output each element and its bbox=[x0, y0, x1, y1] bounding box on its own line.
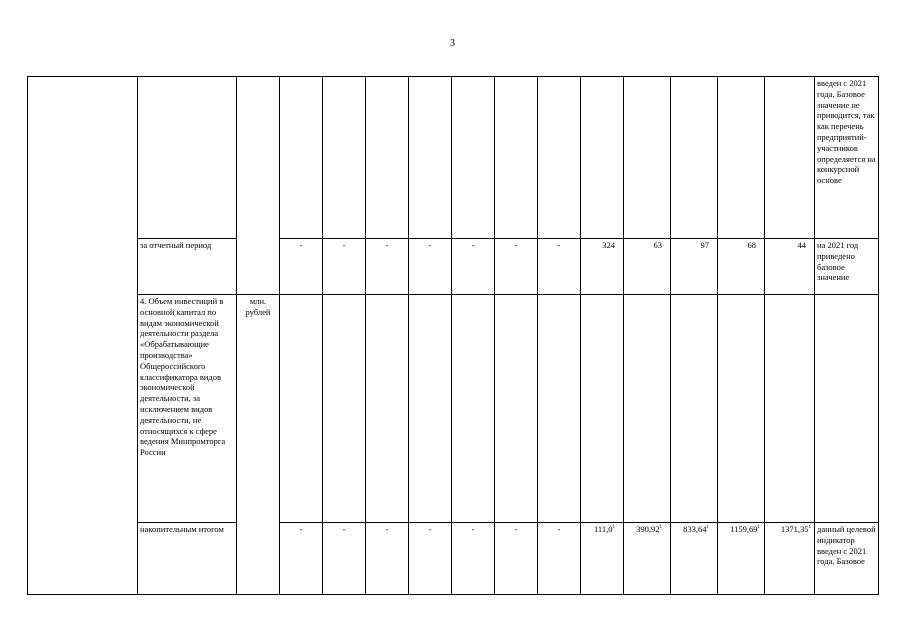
value-cell: - bbox=[323, 239, 366, 295]
value-cell: - bbox=[409, 523, 452, 595]
cell-value: 833,64 bbox=[683, 524, 707, 534]
indicator-cell: накопительным итогом bbox=[138, 523, 237, 595]
value-cell: - bbox=[495, 523, 538, 595]
indicator-cell bbox=[138, 77, 237, 239]
value-cell: - bbox=[452, 523, 495, 595]
value-cell bbox=[624, 523, 671, 595]
value-cell bbox=[409, 77, 452, 239]
value-cell bbox=[323, 295, 366, 523]
value-cell: - bbox=[280, 239, 323, 295]
value-cell: - bbox=[538, 523, 581, 595]
value-cell bbox=[280, 77, 323, 239]
section-cell bbox=[28, 77, 138, 595]
value-cell bbox=[452, 295, 495, 523]
value-cell: - bbox=[452, 239, 495, 295]
value-cell bbox=[409, 295, 452, 523]
value-cell bbox=[765, 295, 815, 523]
value-cell: 63 bbox=[624, 239, 671, 295]
indicators-table bbox=[27, 76, 879, 595]
value-cell bbox=[538, 295, 581, 523]
value-cell bbox=[765, 523, 815, 595]
value-cell bbox=[581, 523, 624, 595]
value-cell bbox=[323, 77, 366, 239]
value-cell: 44 bbox=[765, 239, 815, 295]
value-cell bbox=[538, 77, 581, 239]
value-cell bbox=[280, 295, 323, 523]
footnote-mark: 1 bbox=[659, 525, 662, 531]
cell-value: 1159,69 bbox=[730, 524, 758, 534]
footnote-mark: 1 bbox=[757, 525, 760, 531]
value-cell bbox=[624, 295, 671, 523]
unit-cell bbox=[237, 523, 280, 595]
unit-cell: млн. рублей bbox=[237, 295, 280, 523]
value-cell bbox=[718, 77, 765, 239]
note-cell bbox=[815, 295, 879, 523]
value-cell bbox=[671, 523, 718, 595]
value-cell bbox=[581, 77, 624, 239]
value-cell: - bbox=[538, 239, 581, 295]
table-row bbox=[28, 523, 879, 595]
indicator-cell: 4. Объем инвестиций в основной капитал по видам экономической деятельности раздела «Обрабатывающие производства» Общероссийского классификатора видов экономической деятельности, за исключением видов деятельности, не относящихся к сфере ведения Минпромторга России bbox=[138, 295, 237, 523]
table-row bbox=[28, 77, 879, 239]
table-row bbox=[28, 239, 879, 295]
value-cell: - bbox=[323, 523, 366, 595]
value-cell bbox=[495, 295, 538, 523]
footnote-mark: 1 bbox=[808, 525, 811, 531]
table-row bbox=[28, 295, 879, 523]
value-cell bbox=[624, 77, 671, 239]
value-cell: 68 bbox=[718, 239, 765, 295]
cell-value: 111,0 bbox=[594, 524, 613, 534]
value-cell bbox=[452, 77, 495, 239]
cell-value: 1371,35 bbox=[780, 524, 809, 534]
value-cell bbox=[671, 77, 718, 239]
unit-cell bbox=[237, 77, 280, 295]
value-cell: 97 bbox=[671, 239, 718, 295]
value-cell: - bbox=[366, 523, 409, 595]
value-cell bbox=[765, 77, 815, 239]
value-cell: 324 bbox=[581, 239, 624, 295]
note-cell: введен с 2021 года. Базовое значение не приводится, так как перечень предприятий-участников определяется на конкурсной основе bbox=[815, 77, 879, 239]
note-cell: данный целевой индикатор введен с 2021 года. Базовое bbox=[815, 523, 879, 595]
value-cell: - bbox=[495, 239, 538, 295]
value-cell bbox=[671, 295, 718, 523]
footnote-mark: 1 bbox=[706, 525, 709, 531]
value-cell bbox=[366, 77, 409, 239]
value-cell bbox=[718, 523, 765, 595]
footnote-mark: 1 bbox=[612, 525, 615, 531]
value-cell bbox=[495, 77, 538, 239]
cell-value: 390,92 bbox=[636, 524, 660, 534]
value-cell bbox=[581, 295, 624, 523]
note-cell: на 2021 год приведено базовое значение bbox=[815, 239, 879, 295]
value-cell: - bbox=[366, 239, 409, 295]
value-cell: - bbox=[280, 523, 323, 595]
page-number: 3 bbox=[450, 38, 455, 49]
value-cell bbox=[718, 295, 765, 523]
indicator-cell: за отчетный период bbox=[138, 239, 237, 295]
value-cell: - bbox=[409, 239, 452, 295]
value-cell bbox=[366, 295, 409, 523]
